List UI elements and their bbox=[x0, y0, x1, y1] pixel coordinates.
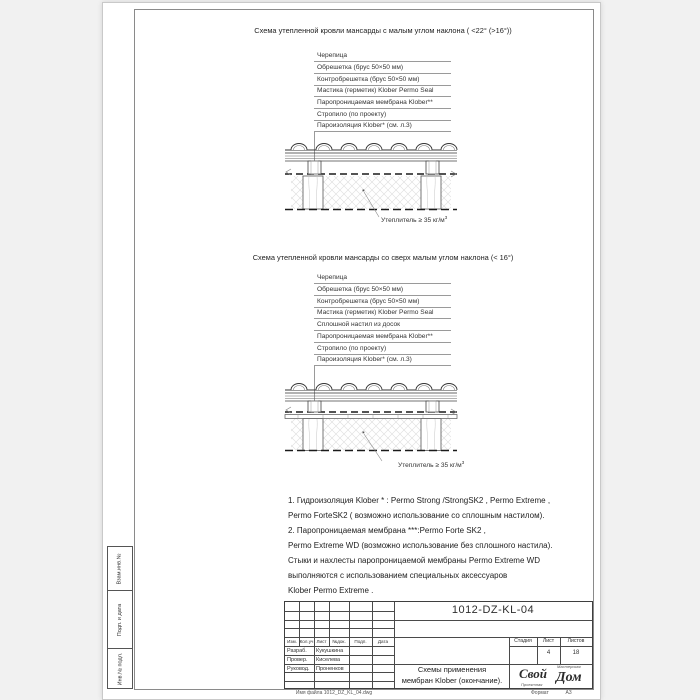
insulation-sup: 3 bbox=[461, 460, 465, 465]
callout-obreshetka: Обрешетка (брус 50×50 мм) bbox=[314, 62, 451, 74]
drawing-sheet bbox=[102, 2, 601, 700]
margin-label: Подп. и дата bbox=[117, 603, 123, 636]
note-line: Permo ForteSK2 ( возможно использование со сплошным настилом). bbox=[288, 511, 545, 520]
note-line: Klober Permo Extreme . bbox=[288, 586, 374, 595]
roof-section-drawing-2 bbox=[284, 382, 459, 464]
role-rukovod: Руковод. bbox=[287, 665, 310, 672]
insulation-label-1 bbox=[381, 215, 447, 224]
callout-kontrobreshetka-2: Контробрешетка (брус 50×50 мм) bbox=[314, 296, 451, 308]
margin-box-inv bbox=[107, 648, 133, 689]
name-prover: Киселева bbox=[316, 656, 341, 663]
callout-cherepitsa-2: Черепица bbox=[314, 272, 451, 284]
col-izm: Изм. bbox=[287, 639, 297, 644]
roof-section-drawing-1 bbox=[284, 142, 459, 220]
role-prover: Провер. bbox=[287, 656, 308, 663]
col-podp: Подп. bbox=[354, 639, 367, 644]
note-line: выполняются с использованием специальных аксессуаров bbox=[288, 571, 508, 580]
sheet-title-line1: Схемы применения bbox=[417, 665, 487, 674]
callout-stropilo: Стропило (по проекту) bbox=[314, 109, 451, 121]
margin-box-podp bbox=[107, 590, 133, 649]
stage-label: Стадия bbox=[514, 638, 532, 644]
callout-membrana-2: Паропроницаемая мембрана Klober** bbox=[314, 331, 451, 343]
note-line: 2. Паропроницаемая мембрана ***:Permo Forte SK2 , bbox=[288, 526, 486, 535]
format-value: А3 bbox=[565, 690, 572, 696]
sheets-label: Листов bbox=[567, 638, 585, 644]
scheme2-title: Схема утепленной кровли мансарды со сверх малым углом наклона (< 16°) bbox=[252, 253, 514, 262]
col-ndok: №док. bbox=[332, 639, 346, 644]
sheet-label: Лист bbox=[542, 638, 555, 644]
name-rukovod: Проненков bbox=[316, 665, 344, 672]
callout-kontrobreshetka: Контробрешетка (брус 50×50 мм) bbox=[314, 74, 451, 86]
callout-membrana: Паропроницаемая мембрана Klober** bbox=[314, 97, 451, 109]
callout-stropilo-2: Стропило (по проекту) bbox=[314, 343, 451, 355]
sheet-title bbox=[395, 665, 509, 686]
callout-paroizolyatsiya: Пароизоляция Klober* (см. л.3) bbox=[314, 120, 451, 132]
callout-nastil-2: Сплошной настил из досок bbox=[314, 319, 451, 331]
sheet-title-line2: мембран Klober (окончание). bbox=[401, 675, 503, 685]
logo-small-proektnaya: Проектная bbox=[521, 682, 543, 687]
sheet-number: 4 bbox=[546, 650, 551, 656]
col-list: Лист bbox=[316, 639, 327, 644]
callout-cherepitsa: Черепица bbox=[314, 50, 451, 62]
callout-obreshetka-2: Обрешетка (брус 50×50 мм) bbox=[314, 284, 451, 296]
insulation-label-2 bbox=[398, 460, 464, 469]
margin-label: Взам.инв.№ bbox=[117, 552, 123, 585]
margin-label: Инв.№ подл. bbox=[117, 652, 124, 685]
col-data: Дата bbox=[377, 639, 389, 644]
name-razrab: Кукушкина bbox=[316, 647, 344, 654]
note-line: Permo Extreme WD (возможно использование без сплошного настила). bbox=[288, 541, 553, 550]
logo-word-dom: Дом bbox=[556, 670, 582, 685]
insulation-text: Утеплитель ≥ 35 кг/м bbox=[381, 217, 445, 225]
sheets-total: 18 bbox=[572, 650, 580, 656]
note-line: Стыки и нахлесты паропроницаемой мембраны Permo Extreme WD bbox=[288, 556, 540, 565]
filename-note: Имя файла 1012_DZ_KL_04.dwg bbox=[295, 690, 373, 696]
col-koluch: Кол.уч bbox=[299, 639, 314, 644]
callout-paroizolyatsiya-2: Пароизоляция Klober* (см. л.3) bbox=[314, 354, 451, 366]
role-razrab: Разраб. bbox=[287, 647, 307, 654]
scheme1-title: Схема утепленной кровли мансарды с малым углом наклона ( <22° (>16°)) bbox=[254, 26, 512, 35]
callout-mastika-2: Мастика (герметик) Klober Permo Seal bbox=[314, 307, 451, 319]
notes-block bbox=[288, 493, 553, 598]
callout-mastika: Мастика (герметик) Klober Permo Seal bbox=[314, 85, 451, 97]
format-label: Формат bbox=[531, 690, 549, 696]
format-note bbox=[531, 690, 572, 696]
insulation-sup: 3 bbox=[444, 215, 448, 220]
insulation-text: Утеплитель ≥ 35 кг/м bbox=[398, 462, 462, 470]
title-block bbox=[284, 601, 593, 689]
logo-small-masterskaya: Мастерская bbox=[557, 664, 581, 669]
logo-word-svoy: Свой bbox=[519, 666, 548, 681]
note-line: 1. Гидроизоляция Klober * : Permo Strong /StrongSK2 , Permo Extreme , bbox=[288, 496, 551, 505]
document-number: 1012-DZ-KL-04 bbox=[451, 604, 535, 616]
company-logo bbox=[509, 664, 593, 688]
margin-box-vzam bbox=[107, 546, 133, 591]
